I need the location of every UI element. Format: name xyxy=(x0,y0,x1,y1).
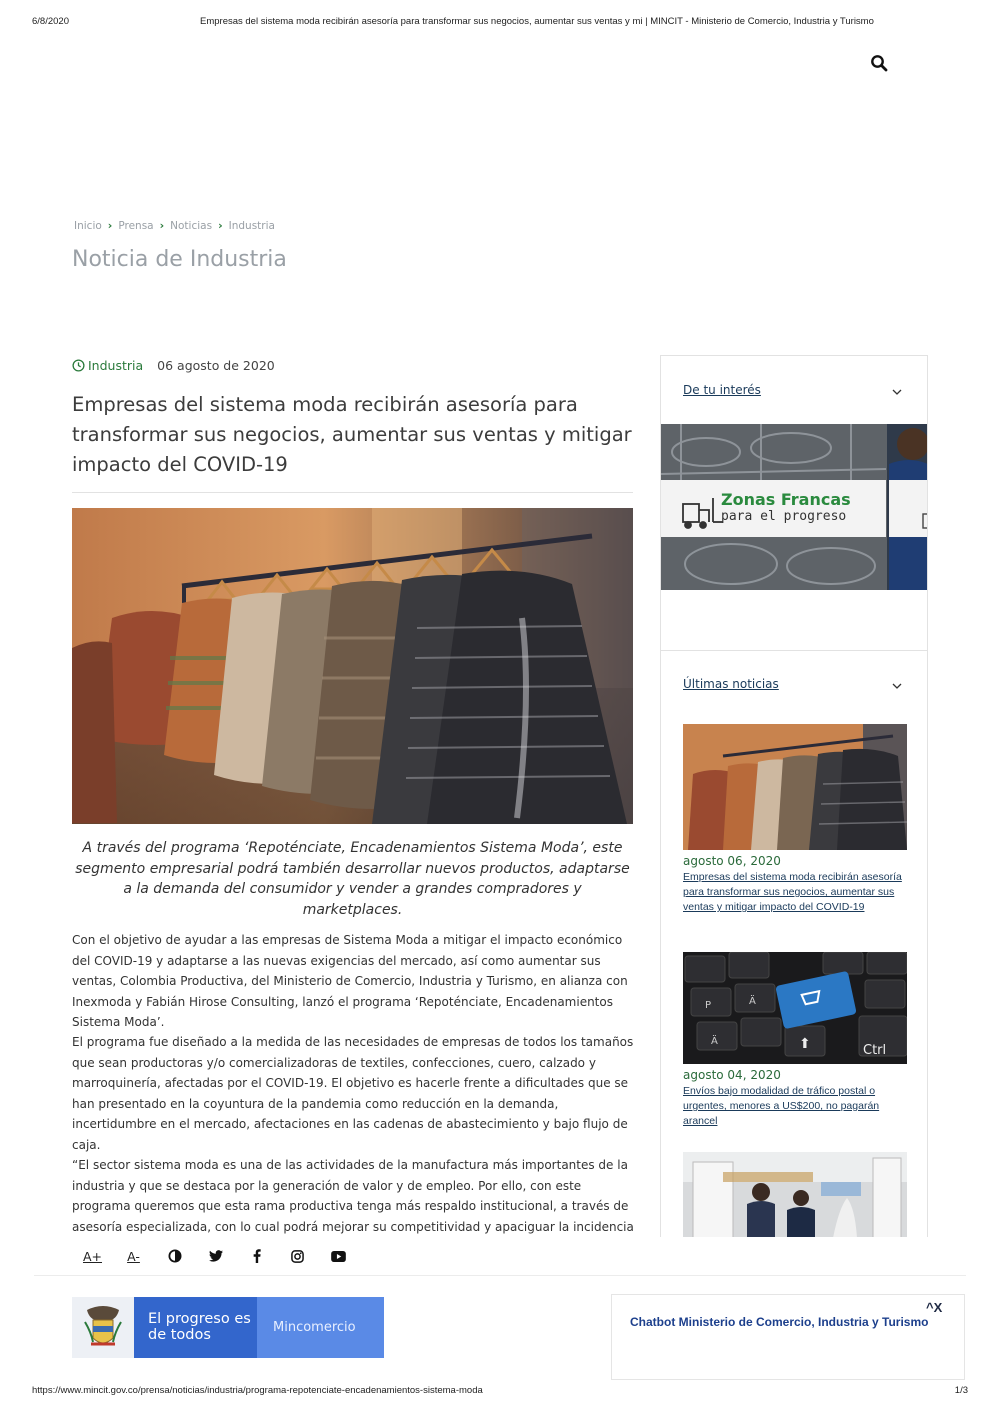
article-paragraph: El programa fue diseñado a la medida de las necesidades de empresas de todos los tamaños que sean productoras y/o comercializadoras de textiles, confecciones, cuero, calzado y marroquinería, afectadas por el COVID-19. El objetivo es hacerle frente a dificultades que se han presentado en la coyuntura de la pandemia como reducción en la demanda, incertidumbre en el mercado, afectaciones en las cadenas de abastecimiento y bajo flujo de caja. xyxy=(72,1035,634,1152)
article-paragraph: “El sector sistema moda es una de las actividades de la manufactura más importantes de la industria y que se destaca por la generación de valor y de empleo. Por ello, con este programa queremos que esta rama productiva tenga más respaldo institucional, a través de asesoría especializada, con lo cual podrá mejorar su competitividad y apaciguar la incidencia xyxy=(72,1158,634,1234)
news-thumbnail[interactable] xyxy=(683,724,907,850)
sidebar xyxy=(660,355,928,1237)
chatbot-widget[interactable] xyxy=(611,1294,965,1380)
twitter-icon xyxy=(209,1250,223,1262)
instagram-button[interactable] xyxy=(277,1244,318,1268)
breadcrumb-industria[interactable]: Industria xyxy=(228,219,275,232)
banner-title: Zonas Francas xyxy=(721,490,851,509)
news-link[interactable]: Empresas del sistema moda recibirán asesoría para transformar sus negocios, aumentar sus ventas y mitigar impacto del COVID-19 xyxy=(683,871,902,913)
print-url: https://www.mincit.gov.co/prensa/noticias/industria/programa-repotenciate-encadenamientos-sistema-moda xyxy=(32,1385,483,1396)
news-date: agosto 06, 2020 xyxy=(683,854,781,868)
article-title: Empresas del sistema moda recibirán asesoría para transformar sus negocios, aumentar sus ventas y mitigar impacto del COVID-19 xyxy=(72,393,632,476)
instagram-icon xyxy=(291,1250,304,1263)
news-thumbnail[interactable] xyxy=(683,952,907,1064)
chatbot-controls[interactable]: ^X xyxy=(926,1300,943,1315)
article-date: 06 agosto de 2020 xyxy=(157,358,275,373)
search-button[interactable] xyxy=(870,54,890,74)
gov-slogan: El progreso es de todos xyxy=(134,1297,257,1358)
news-item xyxy=(683,952,907,1129)
sidebar-latest-heading[interactable]: Últimas noticias xyxy=(683,677,779,691)
zonas-francas-banner[interactable] xyxy=(661,424,928,590)
chevron-right-icon: › xyxy=(159,219,165,232)
chevron-right-icon: › xyxy=(218,219,223,232)
facebook-button[interactable] xyxy=(236,1244,277,1268)
search-icon xyxy=(870,54,888,72)
breadcrumb-inicio[interactable]: Inicio xyxy=(74,219,102,232)
contrast-button[interactable] xyxy=(154,1244,195,1268)
breadcrumb-noticias[interactable]: Noticias xyxy=(170,219,213,232)
chatbot-title: Chatbot Ministerio de Comercio, Industria y Turismo xyxy=(630,1315,929,1329)
article-meta xyxy=(72,358,275,373)
news-date: agosto 04, 2020 xyxy=(683,1068,781,1082)
article-paragraph: Con el objetivo de ayudar a las empresas de Sistema Moda a mitigar el impacto económico del COVID-19 y adaptarse a las nuevas exigencias del mercado, así como aumentar sus ventas, Colombia Productiva, del Ministerio de Comercio, Industria y Turismo, en alianza con Inexmoda y Fabián Hirose Consulting, lanzó el programa ‘Repoténciate, Encadenamientos Sistema Moda’. xyxy=(72,933,628,1030)
facebook-icon xyxy=(253,1249,261,1263)
accessibility-toolbar xyxy=(72,1244,359,1268)
svg-text:Ä: Ä xyxy=(711,1036,718,1047)
banner-subtitle: para el progreso xyxy=(721,509,847,524)
keyboard-ctrl-label: Ctrl xyxy=(863,1043,887,1058)
chevron-down-icon[interactable] xyxy=(891,680,903,692)
chevron-down-icon[interactable] xyxy=(891,386,903,398)
page-title: Noticia de Industria xyxy=(72,247,287,272)
svg-text:P: P xyxy=(705,1000,712,1011)
article-category[interactable]: Industria xyxy=(88,358,144,373)
increase-font-label: A+ xyxy=(82,1248,103,1264)
youtube-icon xyxy=(331,1251,346,1262)
contrast-icon xyxy=(168,1249,182,1263)
svg-text:⬆: ⬆ xyxy=(799,1036,811,1052)
breadcrumb-prensa[interactable]: Prensa xyxy=(118,219,154,232)
toolbar-divider xyxy=(34,1275,966,1276)
news-link[interactable]: Envíos bajo modalidad de tráfico postal o urgentes, menores a US$200, no pagarán arancel xyxy=(683,1085,880,1127)
print-date: 6/8/2020 xyxy=(32,16,69,27)
clock-icon xyxy=(72,359,85,372)
gov-ministry: Mincomercio xyxy=(257,1297,384,1358)
chevron-right-icon: › xyxy=(107,219,113,232)
coat-of-arms-icon xyxy=(72,1297,134,1358)
print-footer xyxy=(32,1385,968,1399)
print-page-number: 1/3 xyxy=(954,1385,968,1396)
sidebar-divider xyxy=(661,650,928,651)
news-thumbnail[interactable] xyxy=(683,1152,907,1237)
svg-text:Ä: Ä xyxy=(749,996,756,1007)
decrease-font-label: A- xyxy=(127,1248,140,1264)
news-item xyxy=(683,1152,907,1237)
increase-font-button[interactable] xyxy=(72,1244,113,1268)
image-caption: A través del programa ‘Repoténciate, Encadenamientos Sistema Moda’, este segmento empresarial podrá también desarrollar nuevos productos, adaptarse a la demanda del consumidor y vender a grandes compradores y marketplaces. xyxy=(75,840,630,918)
news-item xyxy=(683,724,907,915)
article-hero-image xyxy=(72,508,633,824)
twitter-button[interactable] xyxy=(195,1244,236,1268)
government-banner[interactable] xyxy=(72,1297,384,1358)
decrease-font-button[interactable] xyxy=(113,1244,154,1268)
sidebar-interest-heading[interactable]: De tu interés xyxy=(683,383,761,397)
breadcrumb xyxy=(74,219,275,232)
youtube-button[interactable] xyxy=(318,1244,359,1268)
print-page-title: Empresas del sistema moda recibirán asesoría para transformar sus negocios, aumentar sus ventas y mi | MINCIT - Ministerio de Comercio, Industria y Turismo xyxy=(200,16,874,27)
title-divider xyxy=(72,492,633,493)
print-header xyxy=(32,16,968,30)
